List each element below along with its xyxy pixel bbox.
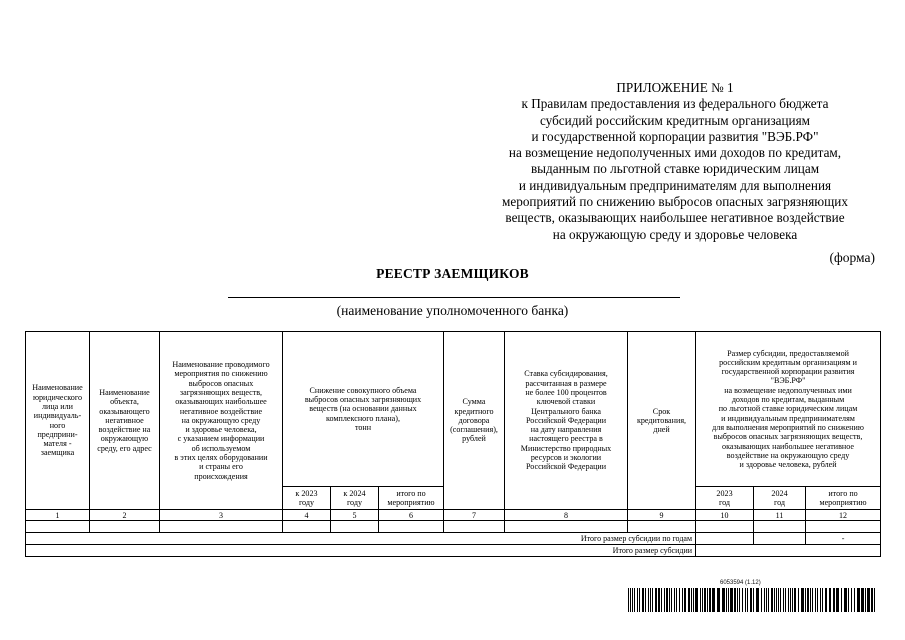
total-label: Итого размер субсидии	[26, 545, 696, 557]
column-number: 7	[444, 510, 505, 521]
column-number: 2	[90, 510, 160, 521]
header-measure-name: Наименование проводимого мероприятия по снижению выбросов опасных загрязняющих веществ, оказывающих наибольшее негативное воздействие на окружающую среду и здоровье человека, с указанием информации об используемом в этих целях оборудовании и страны его происхождения	[160, 332, 283, 510]
registry-table	[25, 331, 881, 557]
table-cell	[505, 521, 628, 533]
appendix-line: субсидий российским кредитным организациям	[539, 112, 811, 128]
column-number: 1	[26, 510, 90, 521]
header-credit-term: Срок кредитования, дней	[628, 332, 696, 510]
appendix-line: ПРИЛОЖЕНИЕ № 1	[616, 80, 734, 95]
appendix-line: на окружающую среду и здоровье человека	[552, 226, 798, 242]
table-cell	[90, 521, 160, 533]
column-number: 11	[754, 510, 806, 521]
header-borrower-name: Наименование юридического лица или индивидуаль- ного предприни- мателя - заемщика	[26, 332, 90, 510]
table-cell	[283, 521, 331, 533]
header-subsidy-2023: 2023 год	[696, 487, 754, 510]
bank-name-caption: (наименование уполномоченного банка)	[336, 303, 569, 318]
header-subsidy-2024: 2024 год	[754, 487, 806, 510]
appendix-header	[455, 80, 895, 243]
header-reduction-2024: к 2024 году	[331, 487, 379, 510]
table-cell	[26, 521, 90, 533]
table-cell	[806, 521, 881, 533]
appendix-line: к Правилам предоставления из федерального бюджета	[521, 96, 829, 112]
header-subsidy-rate: Ставка субсидирования, рассчитанная в размере не более 100 процентов ключевой ставки Центрального банка Российской Федерации на дату направления настоящего реестра в Министерство природных ресурсов и экологии Российской Федерации	[505, 332, 628, 510]
total-value	[696, 545, 881, 557]
header-emission-reduction: Снижение совокупного объема выбросов опасных загрязняющих веществ (на основании данных комплексного плана), тонн	[283, 332, 444, 487]
column-number: 8	[505, 510, 628, 521]
table-cell	[444, 521, 505, 533]
header-credit-amount: Сумма кредитного договора (соглашения), рублей	[444, 332, 505, 510]
appendix-line: мероприятий по снижению выбросов опасных загрязняющих	[502, 194, 848, 210]
column-number: 10	[696, 510, 754, 521]
column-number: 12	[806, 510, 881, 521]
table-cell	[628, 521, 696, 533]
total-by-year-total: -	[806, 533, 881, 545]
appendix-line: выданным по льготной ставке юридическим лицам	[530, 161, 820, 177]
column-number: 9	[628, 510, 696, 521]
table-cell	[331, 521, 379, 533]
table-cell	[696, 521, 754, 533]
form-label: (форма)	[829, 250, 875, 265]
header-object-name: Наименование объекта, оказывающего негативное воздействие на окружающую среду, его адрес	[90, 332, 160, 510]
total-by-year-2024	[754, 533, 806, 545]
appendix-line: веществ, оказывающих наибольшее негативное воздействие	[505, 210, 845, 226]
document-title: РЕЕСТР ЗАЕМЩИКОВ	[376, 266, 529, 281]
barcode-number: 6053594 (1.12)	[720, 580, 761, 586]
column-number: 5	[331, 510, 379, 521]
appendix-line: на возмещение недополученных ими доходов по кредитам,	[508, 145, 842, 161]
header-subsidy-amount: Размер субсидии, предоставляемой российским кредитным организациям и государственной корпорации развития "ВЭБ.РФ" на возмещение недополученных ими доходов по кредитам, выданным по льготной ставке юридическим лицам и индивидуальным предпринимателям для выполнения мероприятий по снижению выбросов опасных загрязняющих веществ, оказывающих наибольшее негативное воздействие на окружающую среду и здоровье человека, рублей	[696, 332, 881, 487]
column-number: 6	[379, 510, 444, 521]
total-by-year-2023	[696, 533, 754, 545]
header-reduction-total: итого по мероприятию	[379, 487, 444, 510]
appendix-line: и индивидуальным предпринимателям для выполнения	[518, 177, 832, 193]
column-number: 4	[283, 510, 331, 521]
header-subsidy-total: итого по мероприятию	[806, 487, 881, 510]
appendix-line: и государственной корпорации развития "ВЭБ.РФ"	[531, 128, 819, 144]
barcode-icon	[628, 588, 878, 612]
total-row	[26, 545, 881, 557]
table-cell	[754, 521, 806, 533]
total-by-year-row	[26, 533, 881, 545]
table-cell	[160, 521, 283, 533]
table-row	[26, 521, 881, 533]
total-by-year-label: Итого размер субсидии по годам	[26, 533, 696, 545]
column-number: 3	[160, 510, 283, 521]
bank-name-field-line	[228, 297, 680, 298]
header-reduction-2023: к 2023 году	[283, 487, 331, 510]
table-cell	[379, 521, 444, 533]
